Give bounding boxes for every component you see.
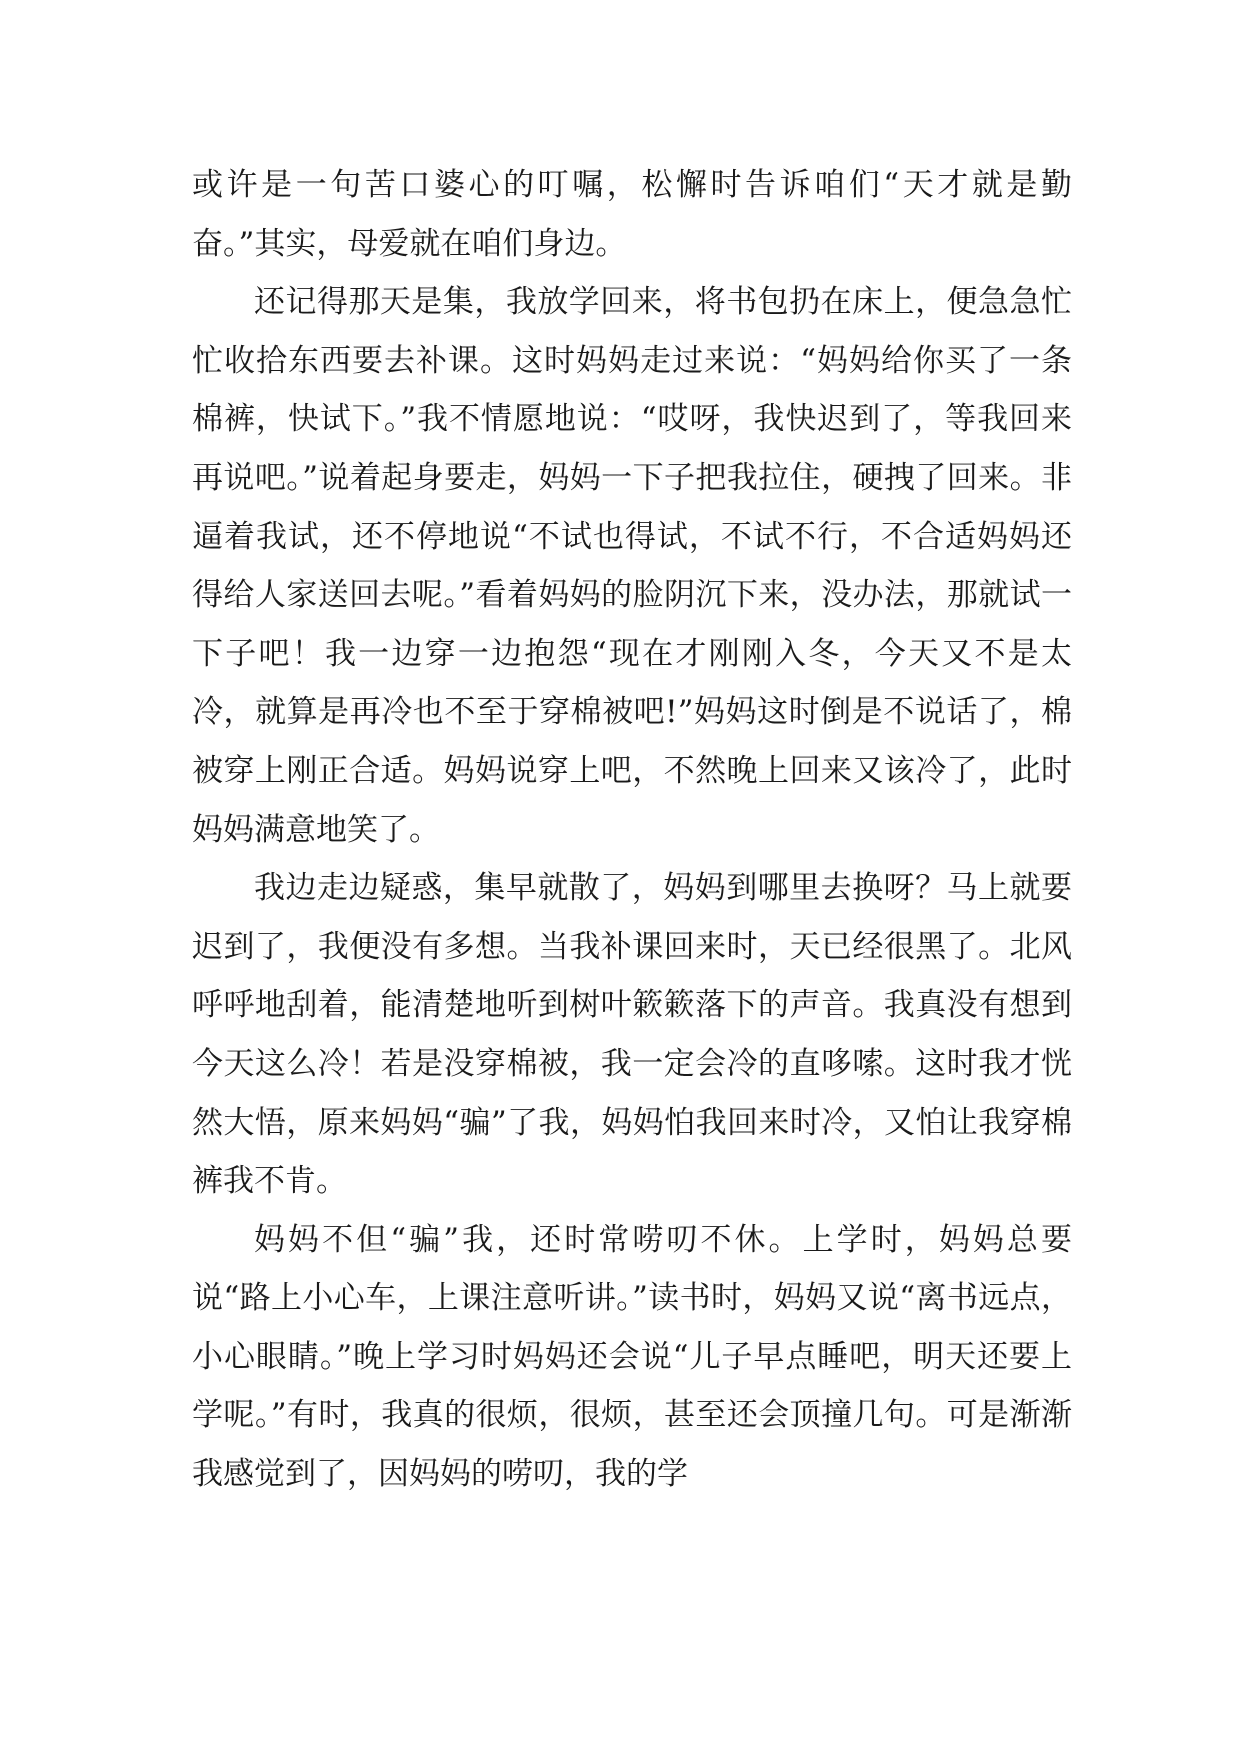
paragraph-2: 还记得那天是集，我放学回来，将书包扔在床上，便急急忙忙收拾东西要去补课。这时妈妈走过来说：“妈妈给你买了一条棉裤，快试下。”我不情愿地说：“哎呀，我快迟到了，等我回来再说吧。”说着起身要走，妈妈一下子把我拉住，硬拽了回来。非逼着我试，还不停地说“不试也得试，不试不行，不合适妈妈还得给人家送回去呢。”看着妈妈的脸阴沉下来，没办法，那就试一下子吧！我一边穿一边抱怨“现在才刚刚入冬，今天又不是太冷，就算是再冷也不至于穿棉被吧!”妈妈这时倒是不说话了，棉被穿上刚正合适。妈妈说穿上吧，不然晚上回来又该冷了，此时妈妈满意地笑了。: [192, 284, 1072, 848]
paragraph-4: 妈妈不但“骗”我，还时常唠叨不休。上学时，妈妈总要说“路上小心车，上课注意听讲。”读书时，妈妈又说“离书远点，小心眼睛。”晚上学习时妈妈还会说“儿子早点睡吧，明天还要上学呢。”有时，我真的很烦，很烦，甚至还会顶撞几句。可是渐渐我感觉到了，因妈妈的唠叨，我的学: [192, 1221, 1072, 1493]
body-text: [192, 156, 1072, 1504]
paragraph-3: 我边走边疑惑，集早就散了，妈妈到哪里去换呀？马上就要迟到了，我便没有多想。当我补课回来时，天已经很黑了。北风呼呼地刮着，能清楚地听到树叶簌簌落下的声音。我真没有想到今天这么冷！若是没穿棉被，我一定会冷的直哆嗦。这时我才恍然大悟，原来妈妈“骗”了我，妈妈怕我回来时冷，又怕让我穿棉裤我不肯。: [192, 870, 1072, 1200]
paragraph-1: 或许是一句苦口婆心的叮嘱，松懈时告诉咱们“天才就是勤奋。”其实，母爱就在咱们身边。: [192, 167, 1072, 262]
